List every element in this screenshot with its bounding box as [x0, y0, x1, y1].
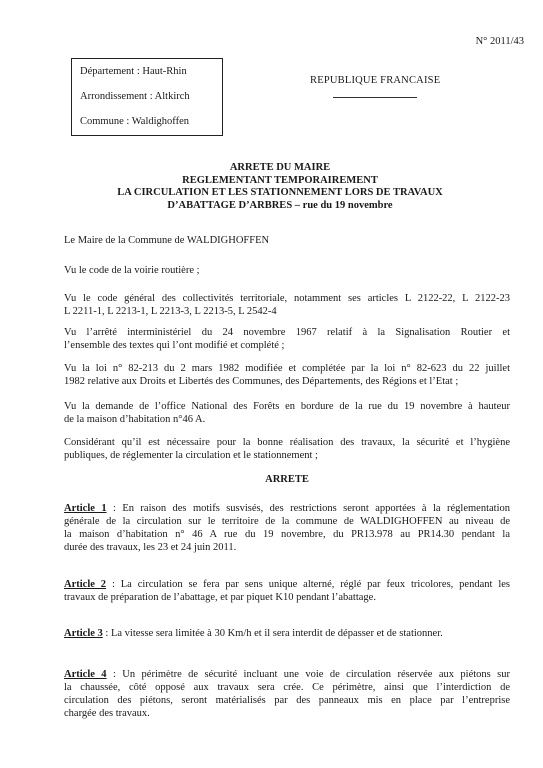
document-title	[60, 162, 500, 212]
administrative-box	[71, 58, 223, 136]
arrondissement-line: Arrondissement : Altkirch	[80, 91, 190, 102]
article-1: Article 1 : En raison des motifs susvisés, des restrictions seront apportées à la réglementation générale de la circulation sur le territoire de la commune de WALDIGHOFFEN au niveau de la maison d’habitation n° 46 A rue du 19 novembre, du PR13.978 au PR14.30 pendant la durée des travaux, les 23 et 24 juin 2011.	[64, 503, 510, 553]
departement-line: Département : Haut-Rhin	[80, 66, 187, 77]
article-1-heading: Article 1	[64, 503, 107, 514]
title-line-2: REGLEMENTANT TEMPORAIREMENT	[182, 174, 378, 186]
vu-loi-1982: Vu la loi n° 82-213 du 2 mars 1982 modifiée et complétée par la loi n° 82-623 du 22 juillet 1982 relative aux Droits et Libertés des Communes, des Départements, des Régions et l’Etat ;	[64, 363, 510, 387]
vu-code-collectivites: Vu le code général des collectivités territoriale, notamment ses articles L 2122-22, L 2122-23 L 2211-1, L 2213-1, L 2213-3, L 2213-5, L 2542-4	[64, 293, 510, 317]
vu-demande-onf: Vu la demande de l’office National des Forêts en bordure de la rue du 19 novembre à hauteur de la maison d’habitation n°46 A.	[64, 401, 510, 425]
article-2: Article 2 : La circulation se fera par sens unique alterné, réglé par feux tricolores, pendant les travaux de préparation de l’abattage, et par piquet K10 pendant l’abattage.	[64, 579, 510, 603]
commune-line: Commune : Waldighoffen	[80, 116, 190, 127]
title-line-3: LA CIRCULATION ET LES STATIONNEMENT LORS DE TRAVAUX	[117, 187, 443, 198]
vu-arrete-interministeriel: Vu l’arrêté interministériel du 24 novembre 1967 relatif à la Signalisation Routier et l’ensemble des textes qui l’ont modifié et complété ;	[64, 327, 510, 351]
document-number: N° 2011/43	[475, 36, 524, 47]
title-line-4: D’ABATTAGE D’ARBRES – rue du 19 novembre	[167, 199, 393, 211]
article-4: Article 4 : Un périmètre de sécurité incluant une voie de circulation réservée aux piétons sur la chaussée, côté opposé aux travaux sera crée. Ce périmètre, ainsi que l’interdiction de circulation des piétons, seront matérialisés par des panneaux mis en place par l’entreprise chargée des travaux.	[64, 669, 510, 719]
arrete-heading: ARRETE	[265, 474, 309, 485]
republique-underline	[333, 97, 417, 98]
vu-code-voirie: Vu le code de la voirie routière ;	[64, 265, 200, 276]
considerant: Considérant qu’il est nécessaire pour la bonne réalisation des travaux, la sécurité et l’hygiène publiques, de réglementer la circulation et le stationnement ;	[64, 437, 510, 461]
article-4-heading: Article 4	[64, 669, 107, 680]
republique-heading: REPUBLIQUE FRANCAISE	[310, 75, 441, 86]
intro-line: Le Maire de la Commune de WALDIGHOFFEN	[64, 235, 270, 246]
title-line-1: ARRETE DU MAIRE	[229, 162, 331, 173]
article-3-heading: Article 3	[64, 628, 103, 639]
article-2-heading: Article 2	[64, 579, 107, 590]
article-3: Article 3 : La vitesse sera limitée à 30 Km/h et il sera interdit de dépasser et de stationner.	[64, 628, 443, 639]
